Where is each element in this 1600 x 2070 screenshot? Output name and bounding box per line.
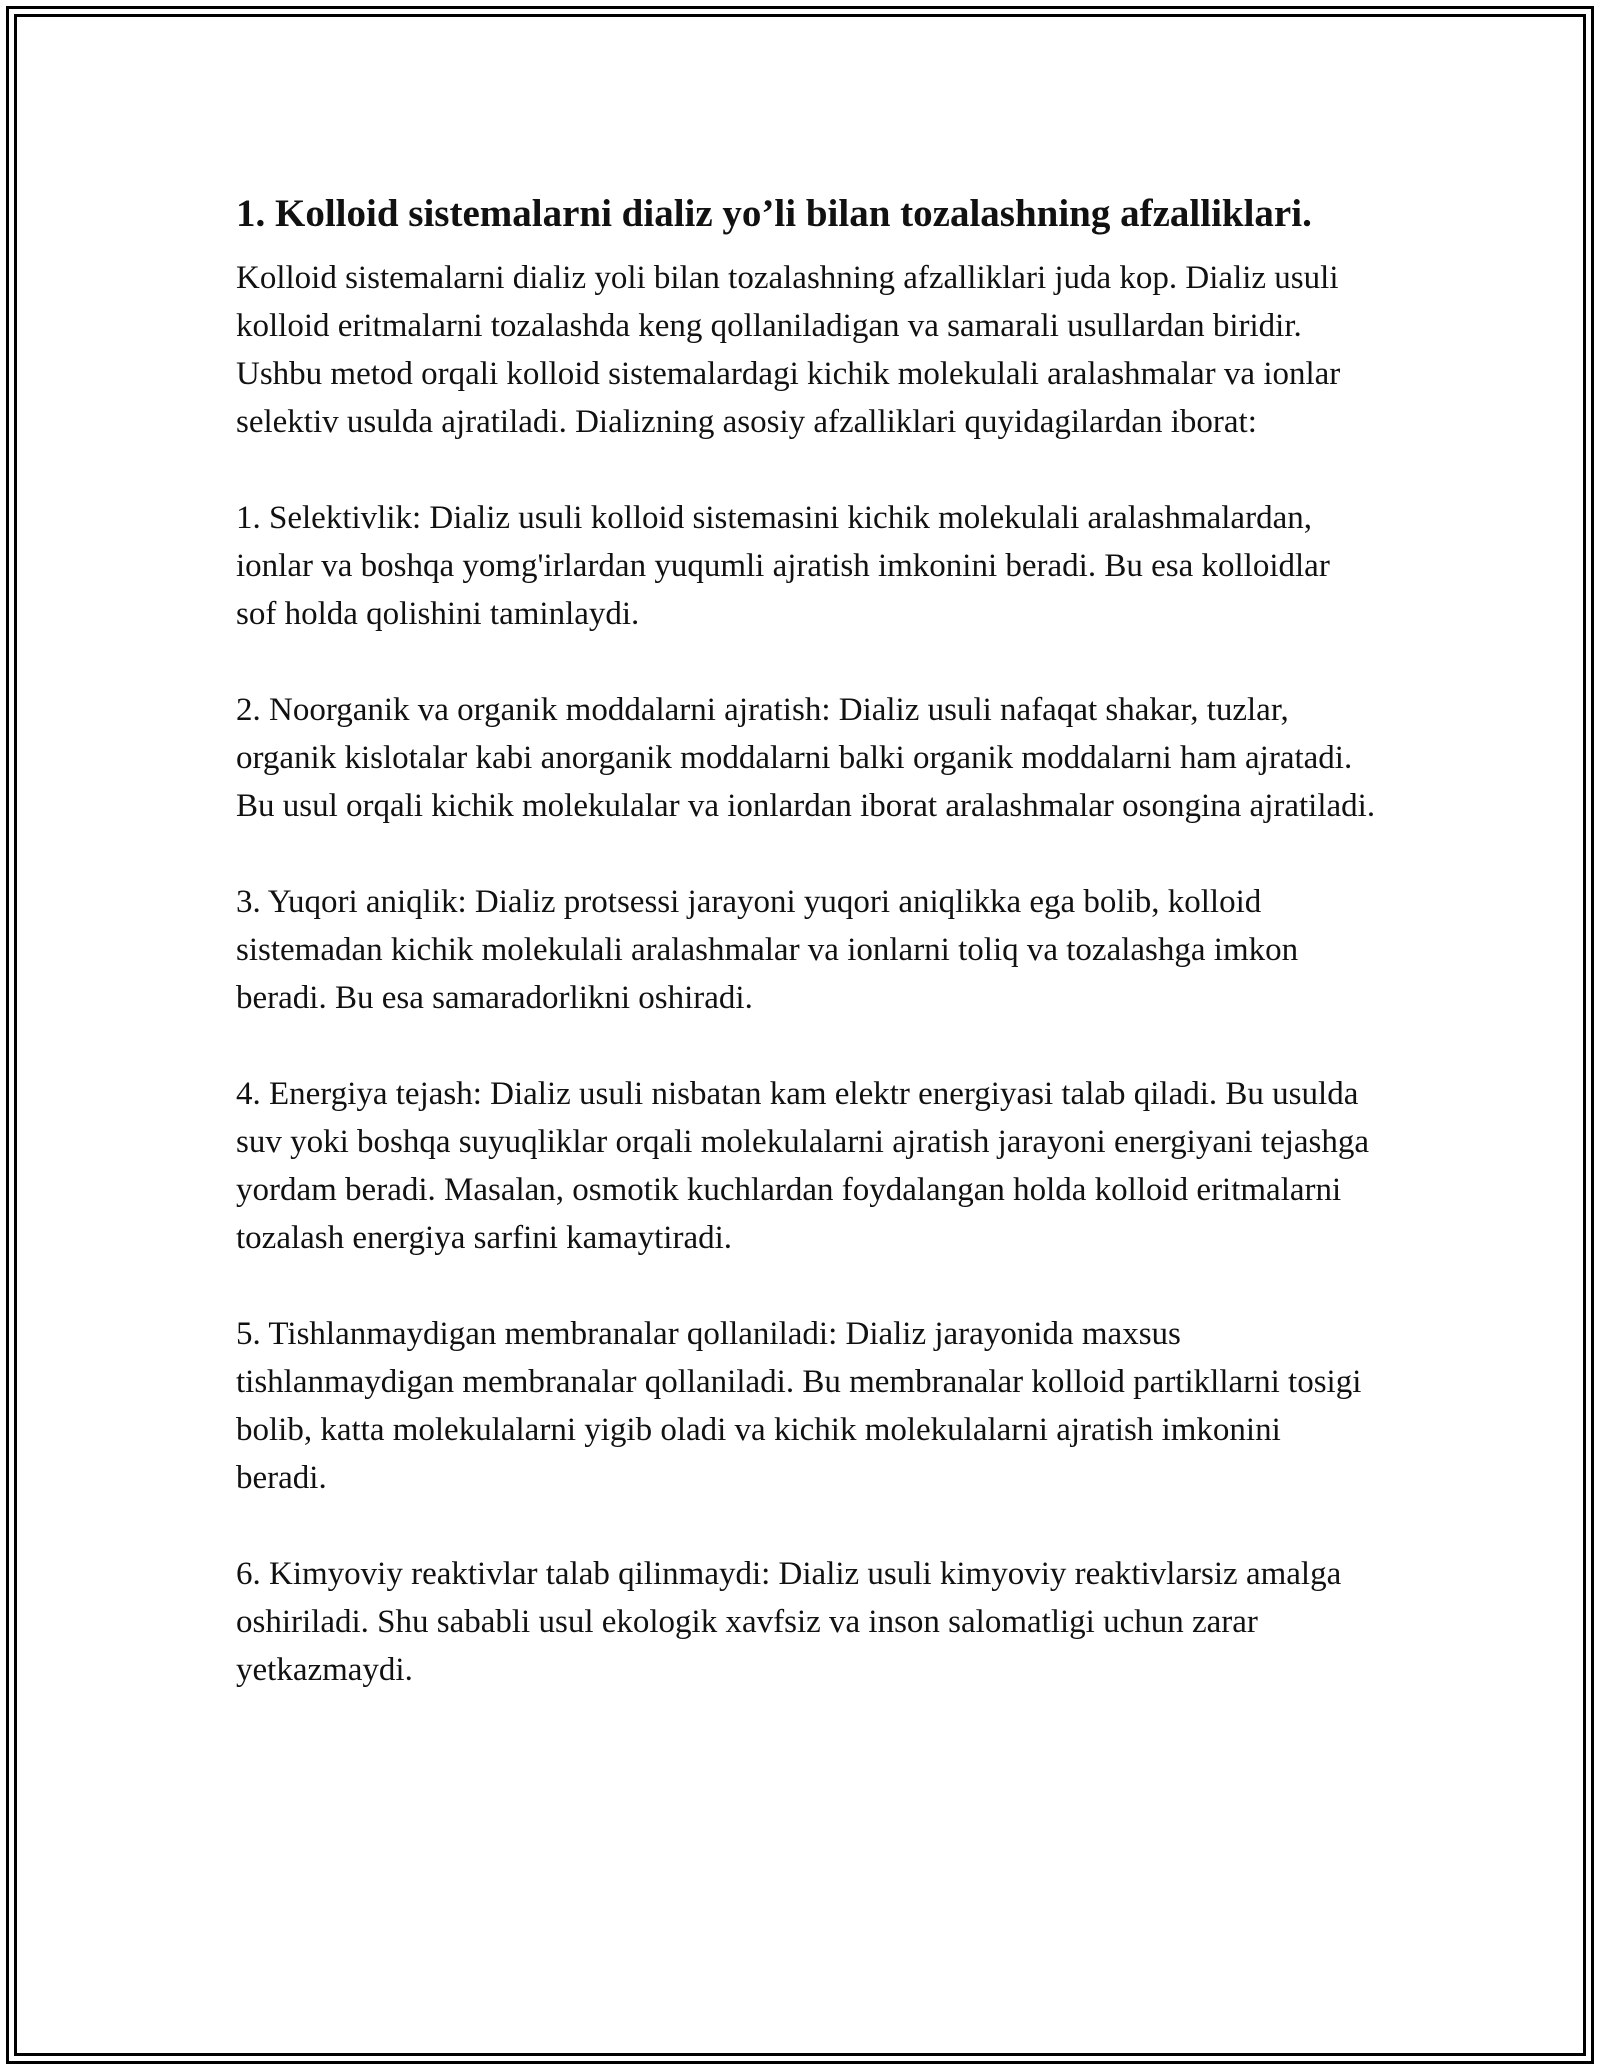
point-separation: 2. Noorganik va organik moddalarni ajratish: Dializ usuli nafaqat shakar, tuzlar, organik kislotalar kabi anorganik moddalarni balki organik moddalarni ham ajratadi. Bu usul orqali kichik molekulalar va ionlardan iborat aralashmalar osongina ajratiladi. [236,692,1376,824]
point-accuracy: 3. Yuqori aniqlik: Dializ protsessi jarayoni yuqori aniqlikka ega bolib, kolloid sistemadan kichik molekulali aralashmalar va ionlarni toliq va tozalashga imkon beradi. Bu esa samaradorlikni oshiradi. [236,884,1299,1016]
point-energy-saving: 4. Energiya tejash: Dializ usuli nisbatan kam elektr energiyasi talab qiladi. Bu usulda suv yoki boshqa suyuqliklar orqali molekulalarni ajratish jarayoni energiyani tejashga yordam beradi. Masalan, osmotik kuchlardan foydalangan holda kolloid eritmalarni tozalash energiya sarfini kamaytiradi. [236,1076,1370,1256]
point-no-reagents: 6. Kimyoviy reaktivlar talab qilinmaydi: Dializ usuli kimyoviy reaktivlarsiz amalga oshiriladi. Shu sababli usul ekologik xavfsiz va inson salomatligi uchun zarar yetkazmaydi. [236,1556,1342,1688]
intro-paragraph: Kolloid sistemalarni dializ yoli bilan tozalashning afzalliklari juda kop. Dializ usuli kolloid eritmalarni tozalashda keng qollaniladigan va samarali usullardan biridir. Ushbu metod orqali kolloid sistemalardagi kichik molekulali aralashmalar va ionlar selektiv usulda ajratiladi. Dializning asosiy afzalliklari quyidagilardan iborat: [236,260,1341,440]
page-title: 1. Kolloid sistemalarni dializ yo’li bilan tozalashning afzalliklari. [236,192,1312,235]
point-selectivity: 1. Selektivlik: Dializ usuli kolloid sistemasini kichik molekulali aralashmalardan, ionlar va boshqa yomg'irlardan yuqumli ajratish imkonini beradi. Bu esa kolloidlar sof holda qolishini taminlaydi. [236,500,1330,632]
point-membranes: 5. Tishlanmaydigan membranalar qollaniladi: Dializ jarayonida maxsus tishlanmaydigan membranalar qollaniladi. Bu membranalar kolloid partikllarni tosigi bolib, katta molekulalarni yigib oladi va kichik molekulalarni ajratish imkonini beradi. [236,1316,1362,1496]
document-body [236,186,1376,1742]
